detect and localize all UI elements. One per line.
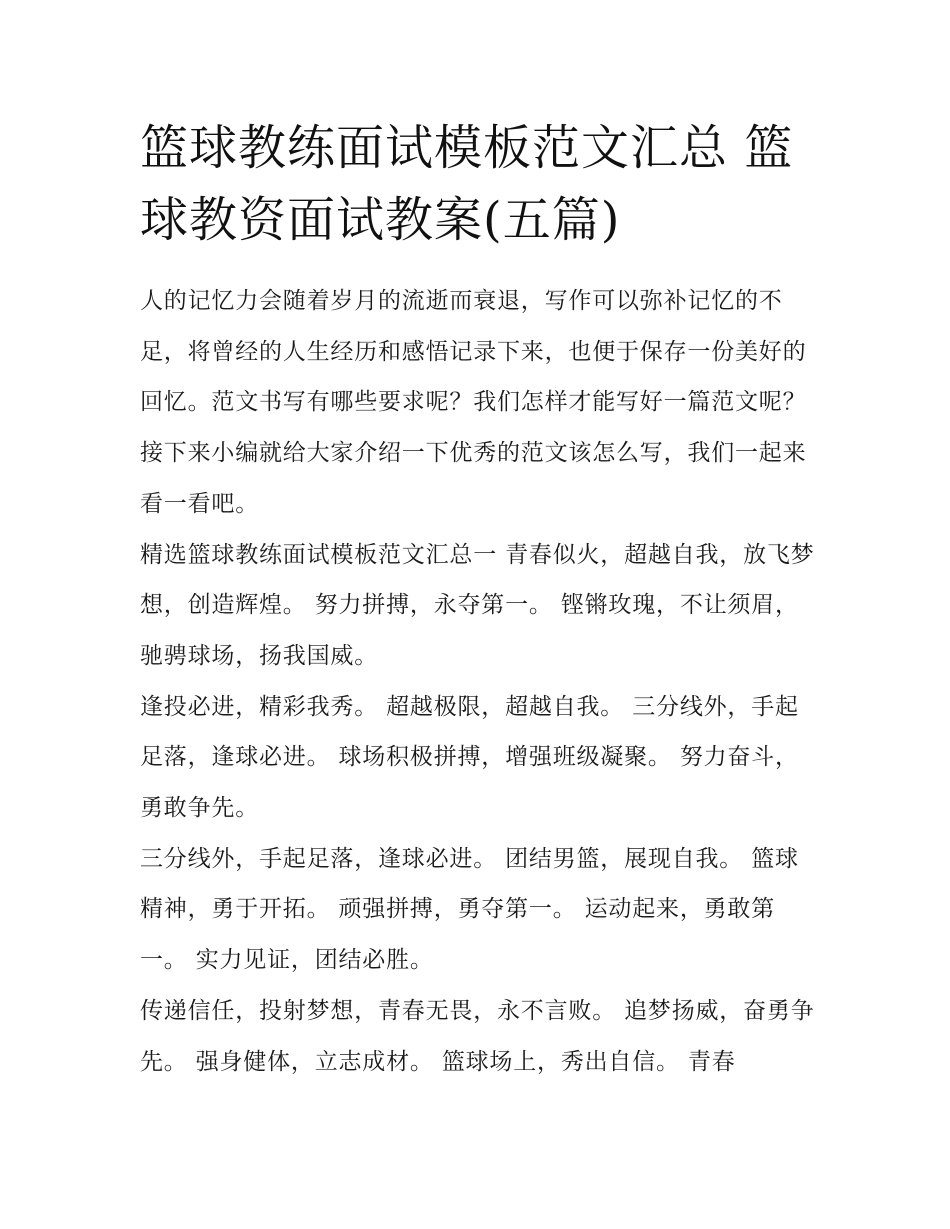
body-paragraph: 传递信任，投射梦想，青春无畏，永不言败。 追梦扬威，奋勇争先。 强身健体，立志成材。 篮球场上，秀出自信。 青春 <box>140 997 815 1075</box>
title-spacer <box>140 256 815 276</box>
body-paragraph: 三分线外，手起足落，逢球必进。 团结男篮，展现自我。 篮球精神，勇于开拓。 顽强拼搏，勇夺第一。 运动起来，勇敢第一。 实力见证，团结必胜。 <box>140 845 799 974</box>
document-content <box>140 112 815 1087</box>
body-paragraph: 精选篮球教练面试模板范文汇总一 青春似火，超越自我，放飞梦想，创造辉煌。 努力拼搏，永夺第一。 铿锵玫瑰，不让须眉，驰骋球场，扬我国威。 <box>140 541 815 669</box>
body-paragraph: 逢投必进，精彩我秀。 超越极限，超越自我。 三分线外，手起足落，逢球必进。 球场积极拼搏，增强班级凝聚。 努力奋斗，勇敢争先。 <box>140 693 799 822</box>
intro-paragraph: 人的记忆力会随着岁月的流逝而衰退，写作可以弥补记忆的不足，将曾经的人生经历和感悟记录下来，也便于保存一份美好的回忆。范文书写有哪些要求呢？我们怎样才能写好一篇范文呢？接下来小编就给大家介绍一下优秀的范文该怎么写，我们一起来看一看吧。 <box>140 288 807 517</box>
document-title: 篮球教练面试模板范文汇总 篮球教资面试教案(五篇) <box>140 120 794 248</box>
